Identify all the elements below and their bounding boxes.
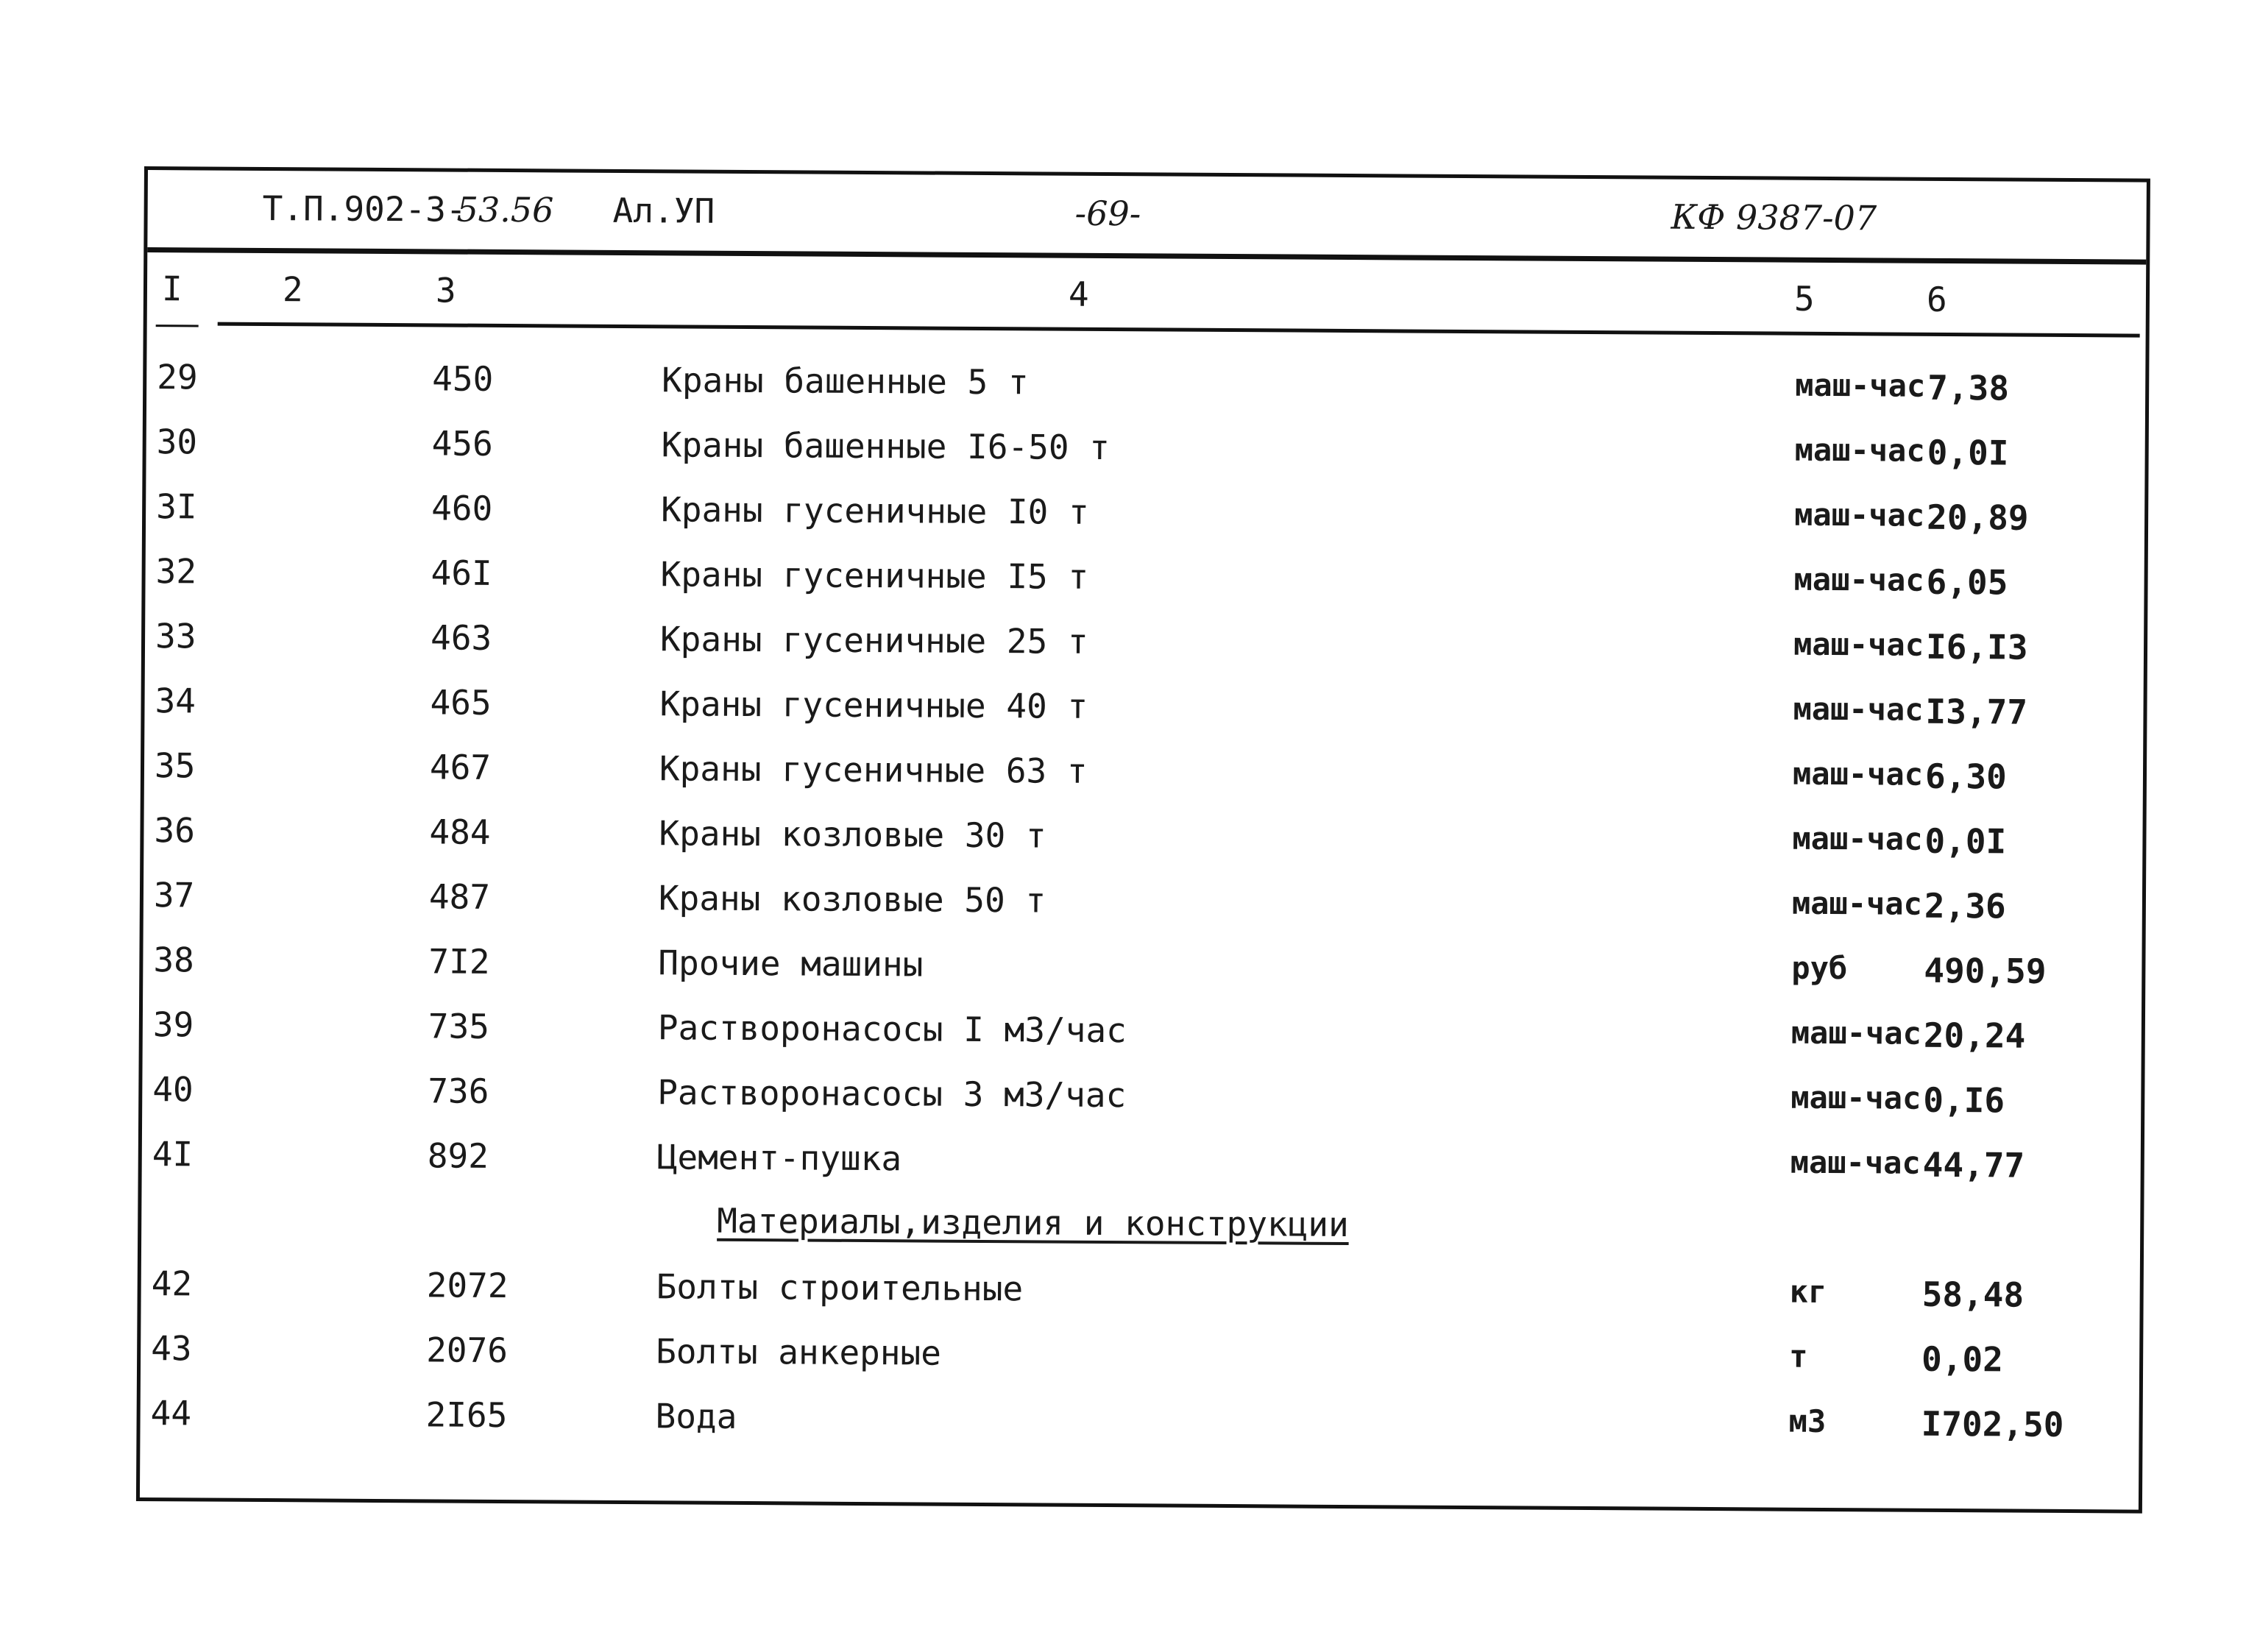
unit: маш-час — [1793, 690, 1924, 728]
quantity: 0,0I — [1924, 820, 2007, 862]
resource-name: Прочие машины — [658, 943, 924, 985]
resource-name: Вода — [655, 1396, 737, 1436]
unit: руб — [1791, 949, 1848, 987]
resource-code: 456 — [431, 423, 493, 464]
quantity: 7,38 — [1927, 367, 2010, 408]
unit: маш-час — [1792, 820, 1923, 857]
quantity: 44,77 — [1922, 1144, 2025, 1185]
resource-code: 736 — [428, 1071, 489, 1111]
unit: маш-час — [1793, 625, 1924, 663]
header-divider — [147, 247, 2146, 265]
resource-name: Болты анкерные — [656, 1331, 942, 1373]
resource-name: Краны башенные I6-50 т — [661, 425, 1110, 468]
column-number-4: 4 — [1068, 274, 1089, 314]
document-table — [136, 166, 2150, 1514]
resource-code: 467 — [429, 747, 492, 787]
doc-code-hand: 53.56 — [456, 189, 554, 230]
column-number-2: 2 — [282, 269, 303, 310]
unit: маш-час — [1790, 1014, 1922, 1052]
quantity: I702,50 — [1921, 1403, 2064, 1444]
resource-code: 450 — [432, 358, 494, 399]
archive-code: КФ 9387-07 — [1671, 196, 1877, 238]
row-number: 38 — [153, 940, 194, 980]
resource-name: Цемент-пушка — [656, 1137, 902, 1179]
page-number: -69- — [1074, 193, 1141, 234]
unit: маш-час — [1794, 496, 1925, 533]
row-number: 36 — [154, 810, 196, 851]
quantity: I6,I3 — [1925, 626, 2028, 667]
resource-name: Краны гусеничные 25 т — [659, 619, 1088, 662]
unit: маш-час — [1795, 366, 1926, 404]
unit: маш-час — [1793, 561, 1924, 598]
resource-name: Краны гусеничные 40 т — [659, 684, 1088, 726]
column-number-5: 5 — [1793, 278, 1815, 319]
row-number: 3I — [156, 486, 197, 527]
quantity: 2,36 — [1924, 885, 2006, 926]
row-number: 29 — [157, 357, 198, 397]
resource-name: Растворонасосы 3 м3/час — [657, 1072, 1127, 1116]
row-number: 44 — [150, 1393, 192, 1433]
quantity: I3,77 — [1925, 691, 2028, 732]
resource-code: 735 — [428, 1006, 490, 1046]
quantity: 20,89 — [1926, 497, 2029, 538]
quantity: 6,30 — [1924, 756, 2007, 797]
quantity: 490,59 — [1924, 950, 2047, 991]
resource-name: Краны башенные 5 т — [662, 360, 1029, 403]
resource-code: 465 — [430, 682, 492, 723]
column-header-divider-left — [156, 325, 199, 327]
unit: т — [1789, 1338, 1808, 1375]
resource-name: Болты строительные — [656, 1266, 1024, 1309]
column-header-divider — [218, 322, 2140, 338]
doc-code: Т.П.902-3- — [262, 188, 467, 230]
resource-name: Краны козловые 50 т — [658, 878, 1046, 921]
resource-code: 484 — [429, 812, 491, 852]
table-row — [141, 1134, 2140, 1214]
row-number: 34 — [155, 681, 196, 721]
unit: кг — [1789, 1273, 1827, 1310]
row-number: 39 — [152, 1004, 194, 1045]
row-number: 32 — [155, 551, 197, 592]
row-number: 42 — [151, 1263, 193, 1304]
row-number: 35 — [154, 745, 196, 786]
resource-name: Краны гусеничные I5 т — [660, 554, 1089, 597]
row-number: 30 — [156, 422, 198, 462]
resource-code: 2072 — [426, 1265, 509, 1306]
column-number-6: 6 — [1926, 279, 1947, 319]
resource-code: 892 — [427, 1135, 489, 1176]
quantity: 6,05 — [1926, 561, 2008, 603]
resource-name: Растворонасосы I м3/час — [657, 1007, 1127, 1051]
quantity: 0,0I — [1927, 432, 2009, 473]
unit: маш-час — [1790, 1079, 1921, 1116]
row-number: 43 — [151, 1328, 192, 1369]
resource-code: 46I — [431, 553, 492, 593]
row-number: 37 — [153, 875, 195, 915]
quantity: 0,02 — [1921, 1339, 2004, 1380]
row-number: 33 — [155, 616, 196, 656]
unit: маш-час — [1794, 431, 1925, 469]
resource-code: 463 — [430, 617, 492, 658]
column-number-3: 3 — [435, 270, 456, 311]
row-number: 4I — [152, 1134, 194, 1174]
resource-code: 7I2 — [428, 941, 490, 982]
album-label: Ал.УП — [612, 190, 715, 231]
resource-name: Краны козловые 30 т — [659, 813, 1046, 856]
resource-name: Краны гусеничные I0 т — [660, 489, 1089, 532]
quantity: 0,I6 — [1923, 1080, 2005, 1121]
unit: м3 — [1788, 1403, 1827, 1439]
unit: маш-час — [1790, 1144, 1921, 1181]
resource-code: 460 — [431, 488, 493, 528]
row-number: 40 — [152, 1069, 194, 1110]
section-heading: Материалы,изделия и конструкции — [717, 1200, 1349, 1245]
unit: маш-час — [1792, 755, 1924, 793]
resource-code: 487 — [428, 876, 491, 917]
resource-code: 2076 — [426, 1330, 509, 1371]
resource-name: Краны гусеничные 63 т — [659, 748, 1088, 791]
resource-code: 2I65 — [425, 1394, 508, 1436]
quantity: 58,48 — [1921, 1274, 2025, 1315]
unit: маш-час — [1791, 885, 1923, 922]
table-row — [140, 1393, 2139, 1473]
column-number-1: I — [161, 269, 183, 309]
quantity: 20,24 — [1923, 1015, 2026, 1056]
